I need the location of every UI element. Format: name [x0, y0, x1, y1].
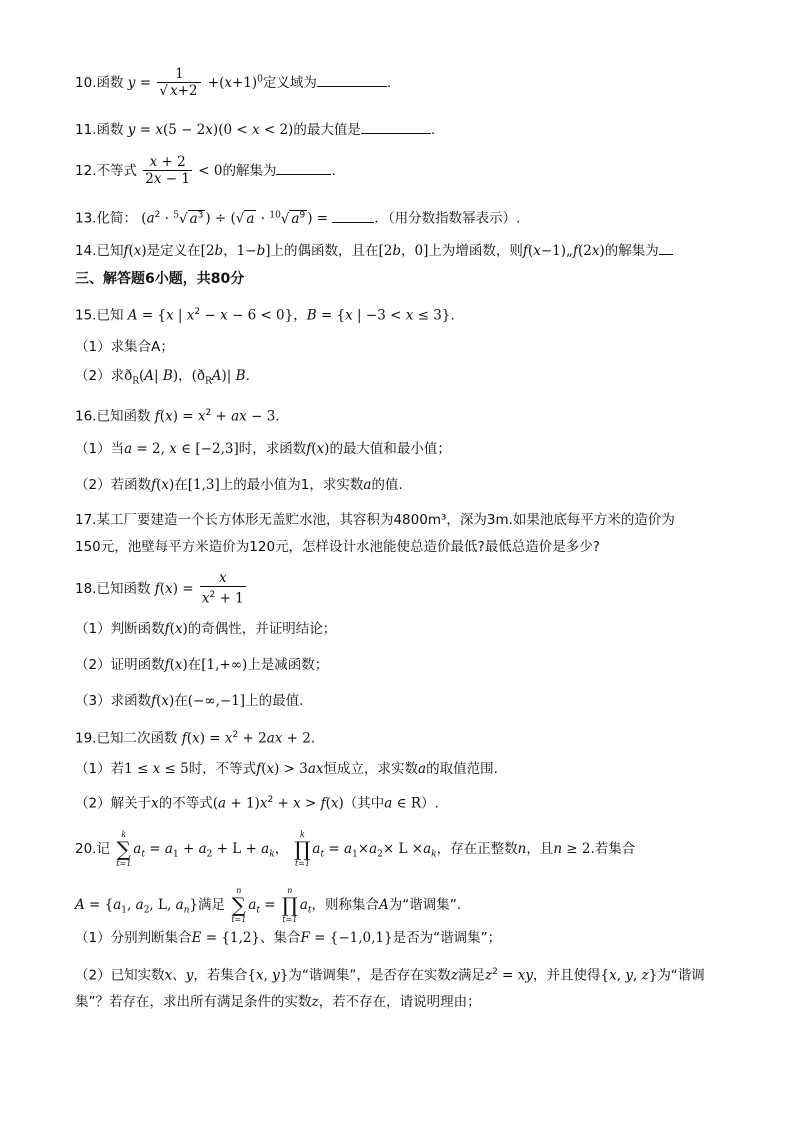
question-15: 15.已知 A = {x | $x^2 - x - 6 < 0$}，B = {x | −3 < x ≤ 3}.: [75, 307, 455, 324]
question-20-line-2: $A = \{a_1$, $a_2$, L, $a_n$}满足 n ∑ t=1 $a_t$ = n ∏ t=1 $a_t$，则称集合A为“谐调集”.: [75, 886, 462, 924]
question-13: 13.化简： ($a^2 \cdot ^5√$ $a^3$ ) ÷ (√ a · $^{10}$√ $a^9$ ) = ．（用分数指数幂表示）.: [75, 206, 520, 228]
answer-blank[interactable]: [659, 240, 673, 255]
question-17-line-2: 150元，池壁每平方米造价为120元，怎样设计水池能使总造价最低?最低总造价是多少?: [75, 539, 600, 555]
question-20-part-2-cont: 集”？若存在，求出所有满足条件的实数z，若不存在，请说明理由；: [75, 994, 481, 1010]
question-19-part-1: （1）若1 ≤ x ≤ 5时，不等式f(x) > 3ax恒成立，求实数a的取值范围.: [75, 761, 498, 777]
question-number: 10.: [75, 75, 97, 91]
question-19-part-2: （2）解关于x的不等式$(a + 1)x^2 + x > f(x)$（其中a ∈ R）.: [75, 795, 439, 812]
question-16-part-1: （1）当a = 2, x ∈ [−2,3]时，求函数f(x)的最大值和最小值；: [75, 441, 451, 457]
question-18-part-3: （3）求函数f(x)在(−∞,−1]上的最值.: [75, 693, 304, 709]
answer-blank[interactable]: [317, 72, 387, 87]
sum-symbol: k ∑ t=1: [116, 830, 132, 868]
question-14: 14.已知f(x)是定义在[2b，1−b]上的偶函数，且在[2b，0]上为增函数，则f(x−1)„f(2x)的解集为: [75, 240, 673, 260]
answer-blank[interactable]: [361, 119, 431, 134]
question-20: 20.记 k ∑ t=1 $a_t = a_1 + a_2 + L + a_k$， k ∏ t=1 $a_t = a_1\times a_2\times L \times a_k$，存在正整数n，且n ≥ 2.若集合: [75, 830, 636, 868]
fraction: $\frac{x}{x^2 + 1}$: [201, 570, 244, 607]
question-20-part-2: （2）已知实数x、y，若集合{x, y}为“谐调集”，是否存在实数z满足$z^2$ = xy，并且使得{x, y, z}为“谐调: [75, 967, 705, 984]
answer-blank[interactable]: [332, 208, 374, 223]
question-18-part-2: （2）证明函数f(x)在[1,+∞)上是减函数；: [75, 657, 329, 673]
question-15-part-1: （1）求集合A；: [75, 339, 174, 355]
question-15-part-2: （2）求$ð_R(A|$ B)，$(ð_RA)|$ B.: [75, 368, 250, 387]
question-10: 10.函数 y = $\frac{1}{√ x+2}$ $+(x+1)^0$定义域为 .: [75, 66, 392, 99]
product-symbol: k ∏ t=1: [294, 830, 311, 868]
question-17-line-1: 17.某工厂要建造一个长方体形无盖贮水池，其容积为4800m³，深为3m.如果池底每平方米的造价为: [75, 512, 675, 528]
fraction: $\frac{1}{√ x+2}$: [157, 66, 201, 100]
question-18: 18.已知函数 f(x) = $\frac{x}{x^2 + 1}$: [75, 570, 244, 607]
answer-blank[interactable]: [276, 160, 331, 175]
fraction: $\frac{x + 2}{2x - 1}$: [145, 154, 190, 187]
question-11: 11.函数 y = x(5 − 2x)(0 < x < 2)的最大值是 .: [75, 119, 435, 139]
section-heading: 三、解答题6小题，共80分: [75, 271, 245, 287]
question-20-part-1: （1）分别判断集合E = {1,2}、集合F = {−1,0,1}是否为“谐调集”；: [75, 930, 502, 946]
product-symbol: n ∏ t=1: [281, 886, 298, 924]
question-12: 12.不等式 $\frac{x + 2}{2x - 1}$ < 0的解集为 .: [75, 154, 336, 187]
question-18-part-1: （1）判断函数f(x)的奇偶性，并证明结论；: [75, 621, 337, 637]
question-16-part-2: （2）若函数f(x)在[1,3]上的最小值为1，求实数a的值.: [75, 477, 403, 493]
question-19: 19.已知二次函数 $f(x) = x^2 + 2ax + 2$.: [75, 730, 316, 747]
question-16: 16.已知函数 $f(x) = x^2$ + ax − 3.: [75, 408, 280, 425]
sum-symbol: n ∑ t=1: [231, 886, 247, 924]
